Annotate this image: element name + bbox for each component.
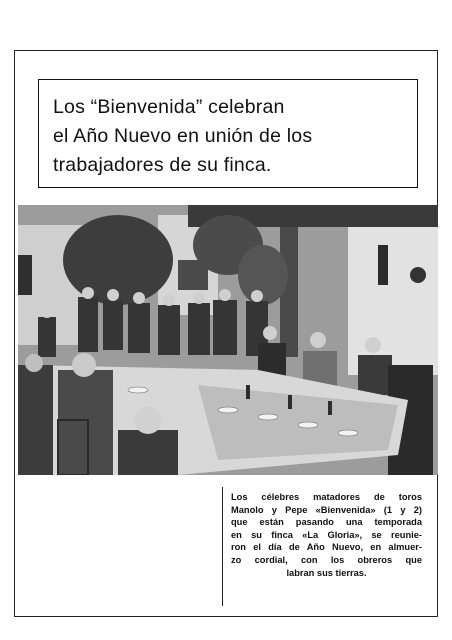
caption-line-3: que están pasando una temporada bbox=[231, 517, 422, 528]
headline-line-2: el Año Nuevo en unión de los bbox=[53, 125, 313, 147]
caption-line-7: labran sus tierras. bbox=[286, 567, 367, 578]
caption-line-6: zo cordial, con los obreros que bbox=[231, 554, 422, 565]
group-photo-icon bbox=[18, 205, 438, 475]
headline-line-3: trabajadores de su finca. bbox=[53, 154, 272, 176]
caption-line-2: Manolo y Pepe «Bienvenida» (1 y 2) bbox=[231, 504, 422, 515]
caption-box bbox=[222, 487, 422, 606]
caption-line-5: ron el día de Año Nuevo, en almuer- bbox=[231, 542, 422, 553]
headline-line-1: Los “Bienvenida” celebran bbox=[53, 96, 285, 118]
caption-line-4: en su finca «La Gloria», se reunie- bbox=[231, 529, 422, 540]
group-photo bbox=[18, 205, 438, 475]
caption-line-1: Los célebres matadores de toros bbox=[231, 492, 422, 502]
headline-box bbox=[38, 79, 418, 188]
